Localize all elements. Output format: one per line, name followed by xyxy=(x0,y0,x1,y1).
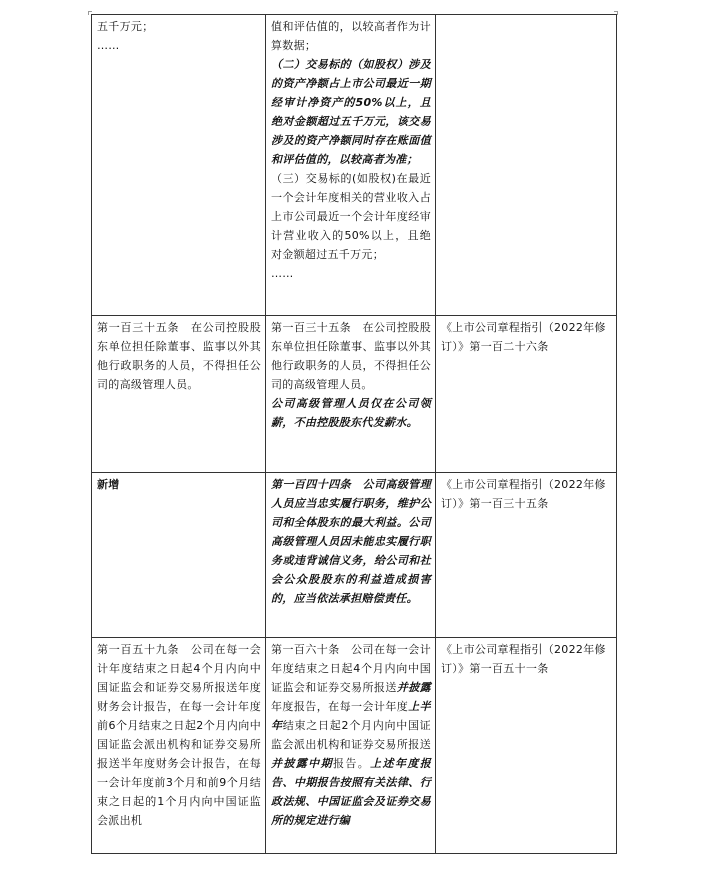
reference-basis-cell xyxy=(436,638,617,854)
revised-text-emphasis: 并披露中期 xyxy=(271,757,333,770)
reference-basis-text: 《上市公司章程指引（2022年修订）》第一百三十五条 xyxy=(441,478,606,510)
reference-basis-cell xyxy=(436,473,617,638)
table-row xyxy=(92,316,617,473)
revised-text: 年度报告，在每一会计年度 xyxy=(271,700,409,713)
revised-clause-cell xyxy=(266,638,436,854)
reference-basis-text: 《上市公司章程指引（2022年修订）》第一百二十六条 xyxy=(441,321,606,353)
revised-text: …… xyxy=(271,267,294,280)
original-clause-text: 五千万元； xyxy=(97,20,154,33)
original-clause-cell xyxy=(92,316,266,473)
revised-text: 第一百三十五条 在公司控股股东单位担任除董事、监事以外其他行政职务的人员，不得担任公司的高级管理人员。 xyxy=(271,321,431,391)
original-clause-text: 第一百五十九条 公司在每一会计年度结束之日起4个月内向中国证监会和证券交易所报送年度财务会计报告，在每一会计年度前6个月结束之日起2个月内向中国证监会派出机构和证券交易所报送半年度财务会计报告，在每一会计年度前3个月和前9个月结束之日起的1个月内向中国证监会派出机 xyxy=(97,643,261,827)
revised-text: 第一百六十条 公司在每一会计年度结束之日起4个月内向中国证监会和证券交易所报送 xyxy=(271,643,431,694)
revised-text-emphasis: （二）交易标的（如股权）涉及的资产净额占上市公司最近一期经审计净资产的50%以上，且绝对金额超过五千万元，该交易涉及的资产净额同时存在账面值和评估值的，以较高者为准； xyxy=(271,58,431,166)
revised-text: 值和评估值的，以较高者作为计算数据； xyxy=(271,20,431,52)
revised-clause-paragraph xyxy=(271,640,431,830)
original-clause-cell xyxy=(92,473,266,638)
original-clause-text: …… xyxy=(97,39,120,52)
reference-basis-text: 《上市公司章程指引（2022年修订）》第一百五十一条 xyxy=(441,643,606,675)
table-row xyxy=(92,473,617,638)
revised-clause-cell xyxy=(266,473,436,638)
revised-text-emphasis: 公司高级管理人员仅在公司领薪，不由控股股东代发薪水。 xyxy=(271,397,431,429)
revised-text: 报告。 xyxy=(332,757,371,770)
revised-clause-cell xyxy=(266,316,436,473)
revised-text: 结束之日起2个月内向中国证监会派出机构和证券交易所报送 xyxy=(271,719,431,751)
comparison-table xyxy=(91,14,617,854)
reference-basis-cell xyxy=(436,316,617,473)
revised-text-emphasis: 上半年 xyxy=(271,700,431,732)
original-clause-cell xyxy=(92,15,266,316)
revised-text: （三）交易标的(如股权)在最近一个会计年度相关的营业收入占上市公司最近一个会计年度经审计营业收入的50%以上，且绝对金额超过五千万元； xyxy=(271,172,431,261)
table-row xyxy=(92,638,617,854)
original-clause-text: 新增 xyxy=(97,478,120,491)
original-clause-cell xyxy=(92,638,266,854)
original-clause-text: 第一百三十五条 在公司控股股东单位担任除董事、监事以外其他行政职务的人员，不得担任公司的高级管理人员。 xyxy=(97,321,261,391)
revised-text-emphasis: 上述年度报告、中期报告按照有关法律、行政法规、中国证监会及证券交易所的规定进行编 xyxy=(271,757,432,827)
reference-basis-cell xyxy=(436,15,617,316)
revised-clause-cell xyxy=(266,15,436,316)
revised-text-emphasis: 并披露 xyxy=(396,681,431,694)
revised-text-emphasis: 第一百四十四条 公司高级管理人员应当忠实履行职务，维护公司和全体股东的最大利益。公司高级管理人员因未能忠实履行职务或违背诚信义务，给公司和社会公众股股东的利益造成损害的，应当依法承担赔偿责任。 xyxy=(271,478,431,605)
table-row xyxy=(92,15,617,316)
